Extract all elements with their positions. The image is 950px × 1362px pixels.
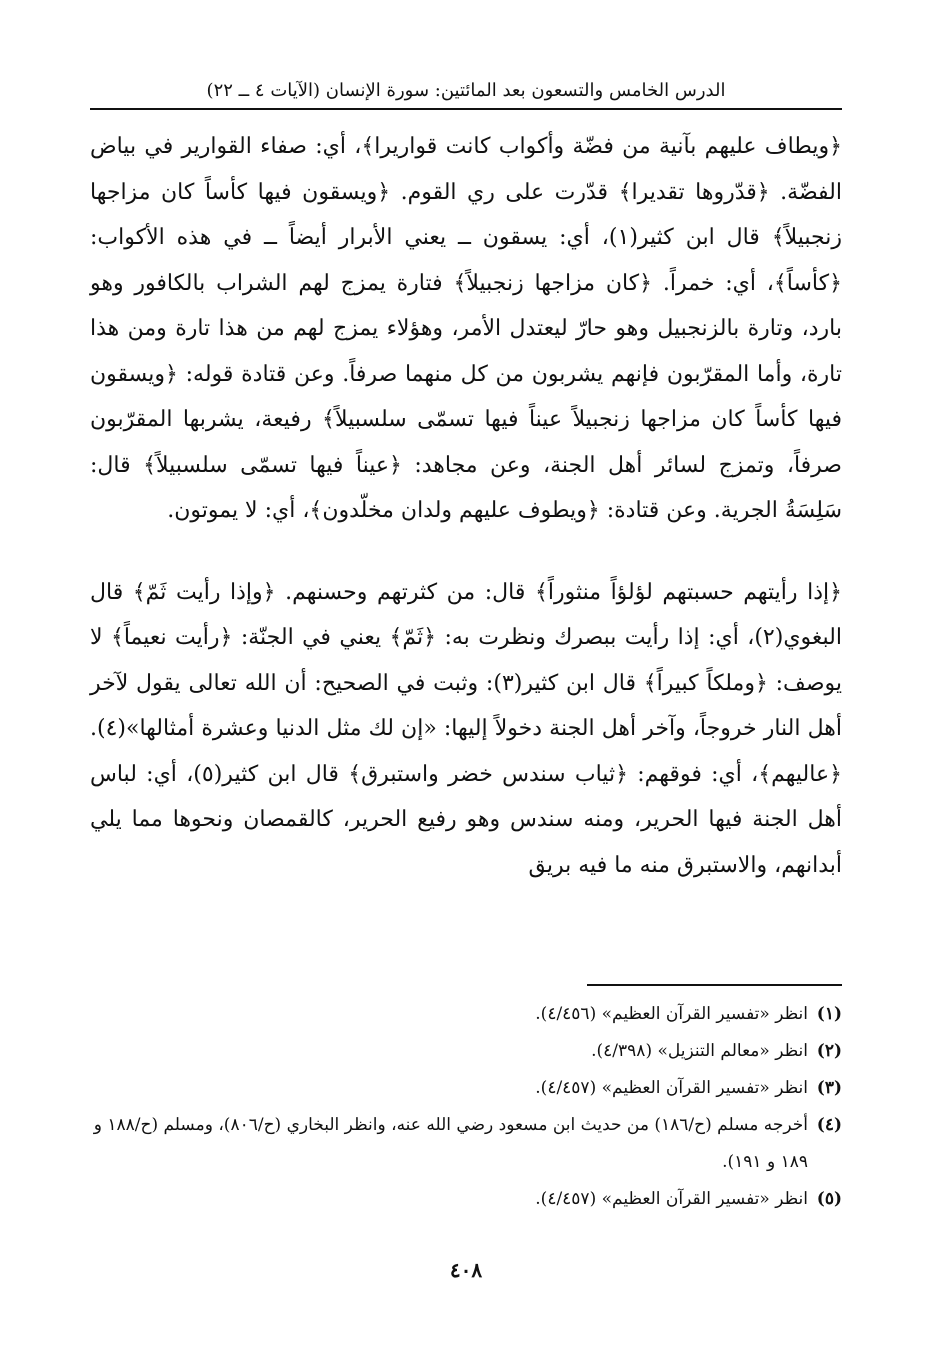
- footnote-3: [90, 1070, 842, 1107]
- footnote-number: (٥): [816, 1189, 842, 1209]
- footnote-2: [90, 1033, 842, 1070]
- footnote-text: انظر «تفسير القرآن العظيم» (٤/٤٥٧).: [535, 1189, 808, 1209]
- footnote-text: انظر «معالم التنزيل» (٤/٣٩٨).: [591, 1041, 808, 1061]
- running-header: الدرس الخامس والتسعون بعد المائتين: سورة الإنسان (الآيات ٤ ــ ٢٢): [90, 78, 842, 110]
- paragraph-spacer: [90, 534, 842, 570]
- footnote-text: أخرجه مسلم (ح/١٨٦) من حديث ابن مسعود رضي الله عنه، وانظر البخاري (ح/٨٠٦)، ومسلم (ح/١٨٨ و ١٨٩ و ١٩١).: [93, 1115, 808, 1172]
- footnote-number: (٢): [816, 1041, 842, 1061]
- footnote-1: [90, 996, 842, 1033]
- page-number: ٤٠٨: [449, 1258, 483, 1282]
- footnote-text: انظر «تفسير القرآن العظيم» (٤/٤٥٦).: [535, 1004, 808, 1024]
- footnote-separator: [587, 984, 842, 986]
- footnote-number: (٣): [816, 1078, 842, 1098]
- footnote-text: انظر «تفسير القرآن العظيم» (٤/٤٥٧).: [535, 1078, 808, 1098]
- footnote-number: (٤): [816, 1115, 842, 1135]
- footnote-number: (١): [816, 1004, 842, 1024]
- footnote-5: [90, 1181, 842, 1218]
- book-page: [90, 78, 842, 1318]
- paragraph-2: ﴿إذا رأيتهم حسبتهم لؤلؤاً منثوراً﴾ قال: من كثرتهم وحسنهم. ﴿وإذا رأيت ثَمّ﴾ قال البغوي(٢)، أي: إذا رأيت ببصرك ونظرت به: ﴿ثَمّ﴾ يعني في الجنّة: ﴿رأيت نعيماً﴾ لا يوصف: ﴿وملكاً كبيراً﴾ قال ابن كثير(٣): وثبت في الصحيح: أن الله تعالى يقول لآخر أهل النار خروجاً، وآخر أهل الجنة دخولاً إليها: «إن لك مثل الدنيا وعشرة أمثالها»(٤). ﴿عاليهم﴾، أي: فوقهم: ﴿ثياب سندس خضر واستبرق﴾ قال ابن كثير(٥)، أي: لباس أهل الجنة فيها الحرير، ومنه سندس وهو رفيع الحرير، كالقمصان ونحوها مما يلي أبدانهم، والاستبرق منه ما فيه بريق: [90, 579, 843, 878]
- footnote-4: [90, 1107, 842, 1181]
- body-text: [90, 124, 842, 888]
- footnotes: [90, 996, 842, 1218]
- paragraph-1: ﴿ويطاف عليهم بآنية من فضّة وأكواب كانت قواريرا﴾، أي: صفاء القوارير في بياض الفضّة. ﴿قدّروها تقديرا﴾ قدّرت على ري القوم. ﴿ويسقون فيها كأساً كان مزاجها زنجبيلاً﴾ قال ابن كثير(١)، أي: يسقون ــ يعني الأبرار أيضاً ــ في هذه الأكواب: ﴿كأساً﴾، أي: خمراً. ﴿كان مزاجها زنجبيلاً﴾ فتارة يمزج لهم الشراب بالكافور وهو بارد، وتارة بالزنجبيل وهو حارّ ليعتدل الأمر، وهؤلاء يمزج لهم من هذا تارة ومن هذا تارة، وأما المقرّبون فإنهم يشربون من كل منهما صرفاً. وعن قتادة قوله: ﴿ويسقون فيها كأساً كان مزاجها زنجبيلاً عيناً فيها تسمّى سلسبيلاً﴾ رفيعة، يشربها المقرّبون صرفاً، وتمزج لسائر أهل الجنة، وعن مجاهد: ﴿عيناً فيها تسمّى سلسبيلاً﴾ قال: سَلِسَةُ الجرية. وعن قتادة: ﴿ويطوف عليهم ولدان مخلّدون﴾، أي: لا يموتون.: [90, 134, 842, 523]
